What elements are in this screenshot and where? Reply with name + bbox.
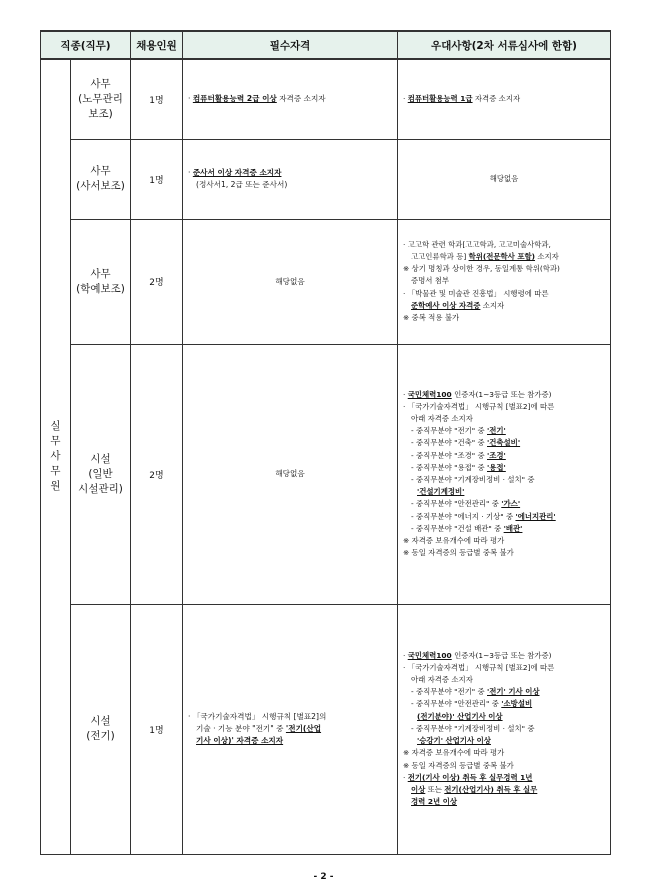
header-row [41,31,611,59]
job-cell: 시설 (전기) [71,604,131,854]
preferred-cell: · 국민체력100 인증자(1~3등급 또는 참가증) · 「국가기술자격법」 시행규칙 [별표2]에 따른 아래 자격증 소지자 - 중직무분야 "전기" 중 '전기' 기사 이상 - 중직무분야 "안전관리" 중 '소방설비 (전기분야)' 산업기사 이상 - 중직무분야 "기계장비정비 · 설치" 중 '승강기' 산업기사 이상 ※ 자격증 보유개수에 따라 평가 ※ 동일 자격증의 등급별 중복 불가 · 전기(기사 이상) 취득 후 실무경력 1년 이상 또는 전기(산업기사) 취득 후 실무 경력 2년 이상 [398,604,611,854]
recruitment-table [40,30,611,855]
header-preferred: 우대사항(2차 서류심사에 한함) [398,31,611,59]
required-cell: · 준사서 이상 자격증 소지자 (정사서1, 2급 또는 준사서) [183,139,398,219]
job-cell: 사무 (사서보조) [71,139,131,219]
job-cell: 시설 (일반 시설관리) [71,344,131,604]
required-cell: · 컴퓨터활용능력 2급 이상 자격증 소지자 [183,59,398,139]
header-required: 필수자격 [183,31,398,59]
table-row [41,604,611,854]
preferred-cell: · 국민체력100 인증자(1~3등급 또는 참가증) · 「국가기술자격법」 시행규칙 [별표2]에 따른 아래 자격증 소지자 - 중직무분야 "전기" 중 '전기' - 중직무분야 "건축" 중 '건축설비' - 중직무분야 "조경" 중 '조경' - 중직무분야 "용접" 중 '용접' - 중직무분야 "기계장비정비 · 설치" 중 '건설기계정비' - 중직무분야 "안전관리" 중 '가스' - 중직무분야 "에너지 · 기상" 중 '에너지관리' - 중직무분야 "건설 배관" 중 '배관' ※ 자격증 보유개수에 따라 평가 ※ 동일 자격증의 등급별 중복 불가 [398,344,611,604]
category-cell: 실 무 사 무 원 [41,59,71,854]
preferred-cell: 해당없음 [398,139,611,219]
count-cell: 1명 [131,59,183,139]
count-cell: 2명 [131,344,183,604]
table-row [41,344,611,604]
required-cell: · 「국가기술자격법」 시행규칙 [별표2]의 기술 · 기능 분야 "전기" 중 '전기(산업 기사 이상)' 자격증 소지자 [183,604,398,854]
page-number: - 2 - [313,872,334,882]
job-cell: 사무 (노무관리 보조) [71,59,131,139]
table-row [41,59,611,139]
header-count: 채용인원 [131,31,183,59]
table-row [41,219,611,344]
required-cell: 해당없음 [183,344,398,604]
count-cell: 2명 [131,219,183,344]
count-cell: 1명 [131,604,183,854]
table-row [41,139,611,219]
preferred-cell: · 컴퓨터활용능력 1급 자격증 소지자 [398,59,611,139]
required-cell: 해당없음 [183,219,398,344]
count-cell: 1명 [131,139,183,219]
header-job: 직종(직무) [41,31,131,59]
preferred-cell: · 고고학 관련 학과[고고학과, 고고미술사학과, 고고인류학과 등] 학위(전문학사 포함) 소지자 ※ 상기 명칭과 상이한 경우, 동일계통 학위(학과) 증명서 첨부 · 「박물관 및 미술관 진흥법」 시행령에 따른 준학예사 이상 자격증 소지자 ※ 중복 적용 불가 [398,219,611,344]
job-cell: 사무 (학예보조) [71,219,131,344]
